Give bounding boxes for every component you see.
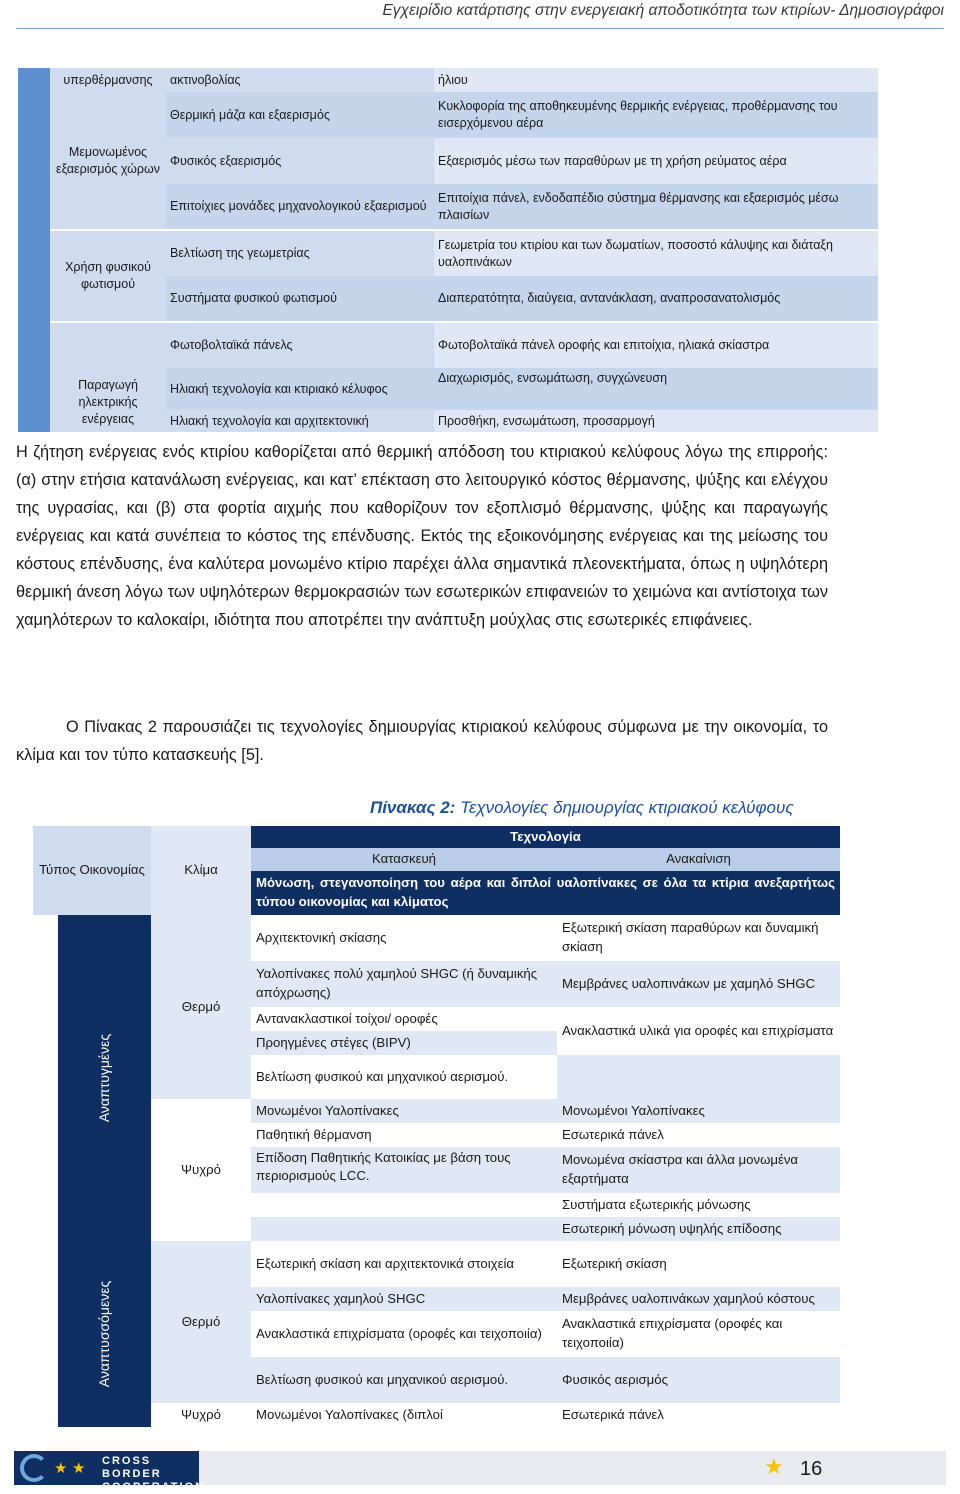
- table-2: [8, 826, 840, 1427]
- table-cell: Εξωτερική σκίαση και αρχιτεκτονικά στοιχεία: [251, 1241, 557, 1287]
- paragraph-text: Ο Πίνακας 2 παρουσιάζει τις τεχνολογίες δημιουργίας κτιριακού κελύφους σύμφωνα με την οικονομία, το κλίμα και τον τύπο κατασκευής [5].: [16, 718, 828, 764]
- header-cell: Κατασκευή: [251, 848, 557, 870]
- swirl-icon: [20, 1454, 48, 1482]
- caption-text: Τεχνολογίες δημιουργίας κτιριακού κελύφους: [460, 798, 794, 817]
- header-divider: [16, 28, 944, 29]
- table-cell: [251, 1193, 557, 1217]
- table-cell: Ανακλαστικά επιχρίσματα (οροφές και τειχοποιία): [251, 1311, 557, 1357]
- table-cell: Συστήματα φυσικού φωτισμού: [166, 276, 434, 322]
- body-paragraph: [16, 713, 828, 769]
- table-cell: Εσωτερική μόνωση υψηλής επίδοσης: [557, 1217, 840, 1241]
- table-cell: Χρήση φυσικού φωτισμού: [50, 230, 166, 322]
- table-cell: Διαχωρισμός, ενσωμάτωση, συγχώνευση: [434, 368, 878, 410]
- table-cell: Γεωμετρία του κτιρίου και των δωματίων, ποσοστό κάλυψης και διάταξη υαλοπινάκων: [434, 230, 878, 276]
- table-cell: Αντανακλαστικοί τοίχοι/ οροφές: [251, 1007, 557, 1031]
- header-cell: Τύπος Οικονομίας: [33, 826, 151, 915]
- table-side-bar: [18, 68, 50, 432]
- table-cell: [557, 1055, 840, 1099]
- side-label: Αναπτυσσόμενες: [95, 1280, 112, 1388]
- table-cell: Ανακλαστικά επιχρίσματα (οροφές και τειχοποιία): [557, 1311, 840, 1357]
- table-cell: Διαπερατότητα, διαύγεια, αντανάκλαση, αναπροσανατολισμός: [434, 276, 878, 322]
- table-cell: Μεμονωμένος εξαερισμός χώρων: [50, 92, 166, 230]
- logo-line: CROSS BORDER: [102, 1455, 162, 1480]
- logo-line: COOPERATION: [102, 1481, 206, 1493]
- table-cell: Φωτοβολταϊκά πάνελ οροφής και επιτοίχια, ηλιακά σκίαστρα: [434, 322, 878, 368]
- star-icon: ★: [54, 1460, 68, 1477]
- table-cell: Επιτοίχια πάνελ, ενδοδαπέδιο σύστημα θέρμανσης και εξαερισμός μέσω πλαισίων: [434, 184, 878, 230]
- cross-border-logo: [14, 1451, 206, 1493]
- caption-label: Πίνακας 2:: [370, 798, 456, 817]
- table-row: [33, 1403, 840, 1427]
- table-row: [18, 92, 878, 138]
- paragraph-text: Η ζήτηση ενέργειας ενός κτιρίου καθορίζεται από θερμική απόδοση του κτιριακού κελύφους λόγω της επιρροής: (α) στην ετήσια κατανάλωση ενέργειας, και κατ’ επέκταση στο λειτουργικό κόστος θέρμανσης, ψύξης και ελέγχου της υγρασίας, και (β) στα φορτία αιχμής που καθορίζουν τον εξοπλισμό θέρμανσης, ψύξης και παραγωγής ενέργειας και κατά συνέπεια το κόστος της επένδυσης. Εκτός της εξοικονόμησης ενέργειας και της μείωσης του κόστους επένδυσης, ένα καλύτερα μονωμένο κτίριο παρέχει άλλα σημαντικά πλεονεκτήματα, όπως η υψηλότερη θερμική άνεση λόγω των υψηλότερων θερμοκρασιών των εσωτερικών επιφανειών το χειμώνα και αντίστοιχα των χαμηλότερων το καλοκαίρι, ιδιότητα που αποτρέπει την ανάπτυξη μούχλας στις εσωτερικές επιφάνειες.: [16, 443, 828, 629]
- table-cell: Βελτίωση της γεωμετρίας: [166, 230, 434, 276]
- table-cell: υπερθέρμανσης: [50, 68, 166, 92]
- table-cell: Μονωμένοι Υαλοπίνακες: [557, 1099, 840, 1123]
- table-cell: ακτινοβολίας: [166, 68, 434, 92]
- table-cell: Επιτοίχιες μονάδες μηχανολογικού εξαερισμού: [166, 184, 434, 230]
- header-cell: Κλίμα: [151, 826, 251, 915]
- star-icon: ★: [72, 1460, 86, 1477]
- table-row: [33, 1241, 840, 1287]
- side-label: Αναπτυγμένες: [95, 1033, 112, 1123]
- table-cell: Μονωμένοι Υαλοπίνακες: [251, 1099, 557, 1123]
- table-cell: [251, 1217, 557, 1241]
- table-cell: Εσωτερικά πάνελ: [557, 1123, 840, 1147]
- table-row: [18, 230, 878, 276]
- table-cell: Φυσικός αερισμός: [557, 1357, 840, 1403]
- economy-type-developed: [33, 915, 151, 1241]
- table-cell: Ανακλαστικά υλικά για οροφές και επιχρίσματα: [557, 1007, 840, 1055]
- table-cell: Προσθήκη, ενσωμάτωση, προσαρμογή: [434, 410, 878, 432]
- table-cell: Αρχιτεκτονική σκίασης: [251, 915, 557, 961]
- table-cell: Μεμβράνες υαλοπινάκων με χαμηλό SHGC: [557, 961, 840, 1007]
- table-row: [33, 1099, 840, 1123]
- table-cell: Συστήματα εξωτερικής μόνωσης: [557, 1193, 840, 1217]
- table-cell: Μεμβράνες υαλοπινάκων χαμηλού κόστους: [557, 1287, 840, 1311]
- table-caption: [370, 798, 794, 818]
- table-cell: Θερμική μάζα και εξαερισμός: [166, 92, 434, 138]
- table-cell: Επίδοση Παθητικής Κατοικίας με βάση τους περιορισμούς LCC.: [251, 1147, 557, 1193]
- climate-cell: Ψυχρό: [151, 1099, 251, 1241]
- table-cell: Φωτοβολταϊκά πάνελς: [166, 322, 434, 368]
- table-row: [33, 826, 840, 848]
- climate-cell: Θερμό: [151, 915, 251, 1099]
- running-header: Εγχειρίδιο κατάρτισης στην ενεργειακή αποδοτικότητα των κτιρίων- Δημοσιογράφοι: [382, 2, 944, 19]
- note-cell: Μόνωση, στεγανοποίηση του αέρα και διπλοί υαλοπίνακες σε όλα τα κτίρια ανεξαρτήτως τύπου οικονομίας και κλίματος: [251, 871, 840, 915]
- table-cell: ήλιου: [434, 68, 878, 92]
- table-cell: Εξωτερική σκίαση: [557, 1241, 840, 1287]
- header-cell: Ανακαίνιση: [557, 848, 840, 870]
- table-cell: Εξωτερική σκίαση παραθύρων και δυναμική σκίαση: [557, 915, 840, 961]
- stars-icon: ★: [764, 1454, 788, 1479]
- table-cell: Βελτίωση φυσικού και μηχανικού αερισμού.: [251, 1055, 557, 1099]
- table-cell: Φυσικός εξαερισμός: [166, 138, 434, 184]
- table-cell: Προηγμένες στέγες (BIPV): [251, 1031, 557, 1055]
- table-cell: Εσωτερικά πάνελ: [557, 1403, 840, 1427]
- table-cell: Ηλιακή τεχνολογία και αρχιτεκτονική: [166, 410, 434, 432]
- table-cell: Μονωμένοι Υαλοπίνακες (διπλοί: [251, 1403, 557, 1427]
- economy-type-developing: [33, 1241, 151, 1427]
- climate-cell: Θερμό: [151, 1241, 251, 1403]
- logo-text: [102, 1455, 205, 1494]
- climate-cell: Ψυχρό: [151, 1403, 251, 1427]
- table-1-continuation: [18, 68, 878, 432]
- table-cell: Παθητική θέρμανση: [251, 1123, 557, 1147]
- table-cell: Κυκλοφορία της αποθηκευμένης θερμικής ενέργειας, προθέρμανσης του εισερχόμενου αέρα: [434, 92, 878, 138]
- table-cell: Μονωμένα σκίαστρα και άλλα μονωμένα εξαρτήματα: [557, 1147, 840, 1193]
- table-cell: Βελτίωση φυσικού και μηχανικού αερισμού.: [251, 1357, 557, 1403]
- body-paragraph: [16, 438, 828, 634]
- table-cell: Υαλοπίνακες πολύ χαμηλού SHGC (ή δυναμικής απόχρωσης): [251, 961, 557, 1007]
- table-cell: Υαλοπίνακες χαμηλού SHGC: [251, 1287, 557, 1311]
- header-cell: Τεχνολογία: [251, 826, 840, 848]
- page-number: 16: [800, 1458, 823, 1480]
- table-row: [18, 322, 878, 368]
- table-cell: Εξαερισμός μέσω των παραθύρων με τη χρήση ρεύματος αέρα: [434, 138, 878, 184]
- table-cell: Παραγωγή ηλεκτρικής ενέργειας: [50, 322, 166, 432]
- table-row: [18, 68, 878, 92]
- table-cell: Ηλιακή τεχνολογία και κτιριακό κέλυφος: [166, 368, 434, 410]
- table-row: [33, 915, 840, 961]
